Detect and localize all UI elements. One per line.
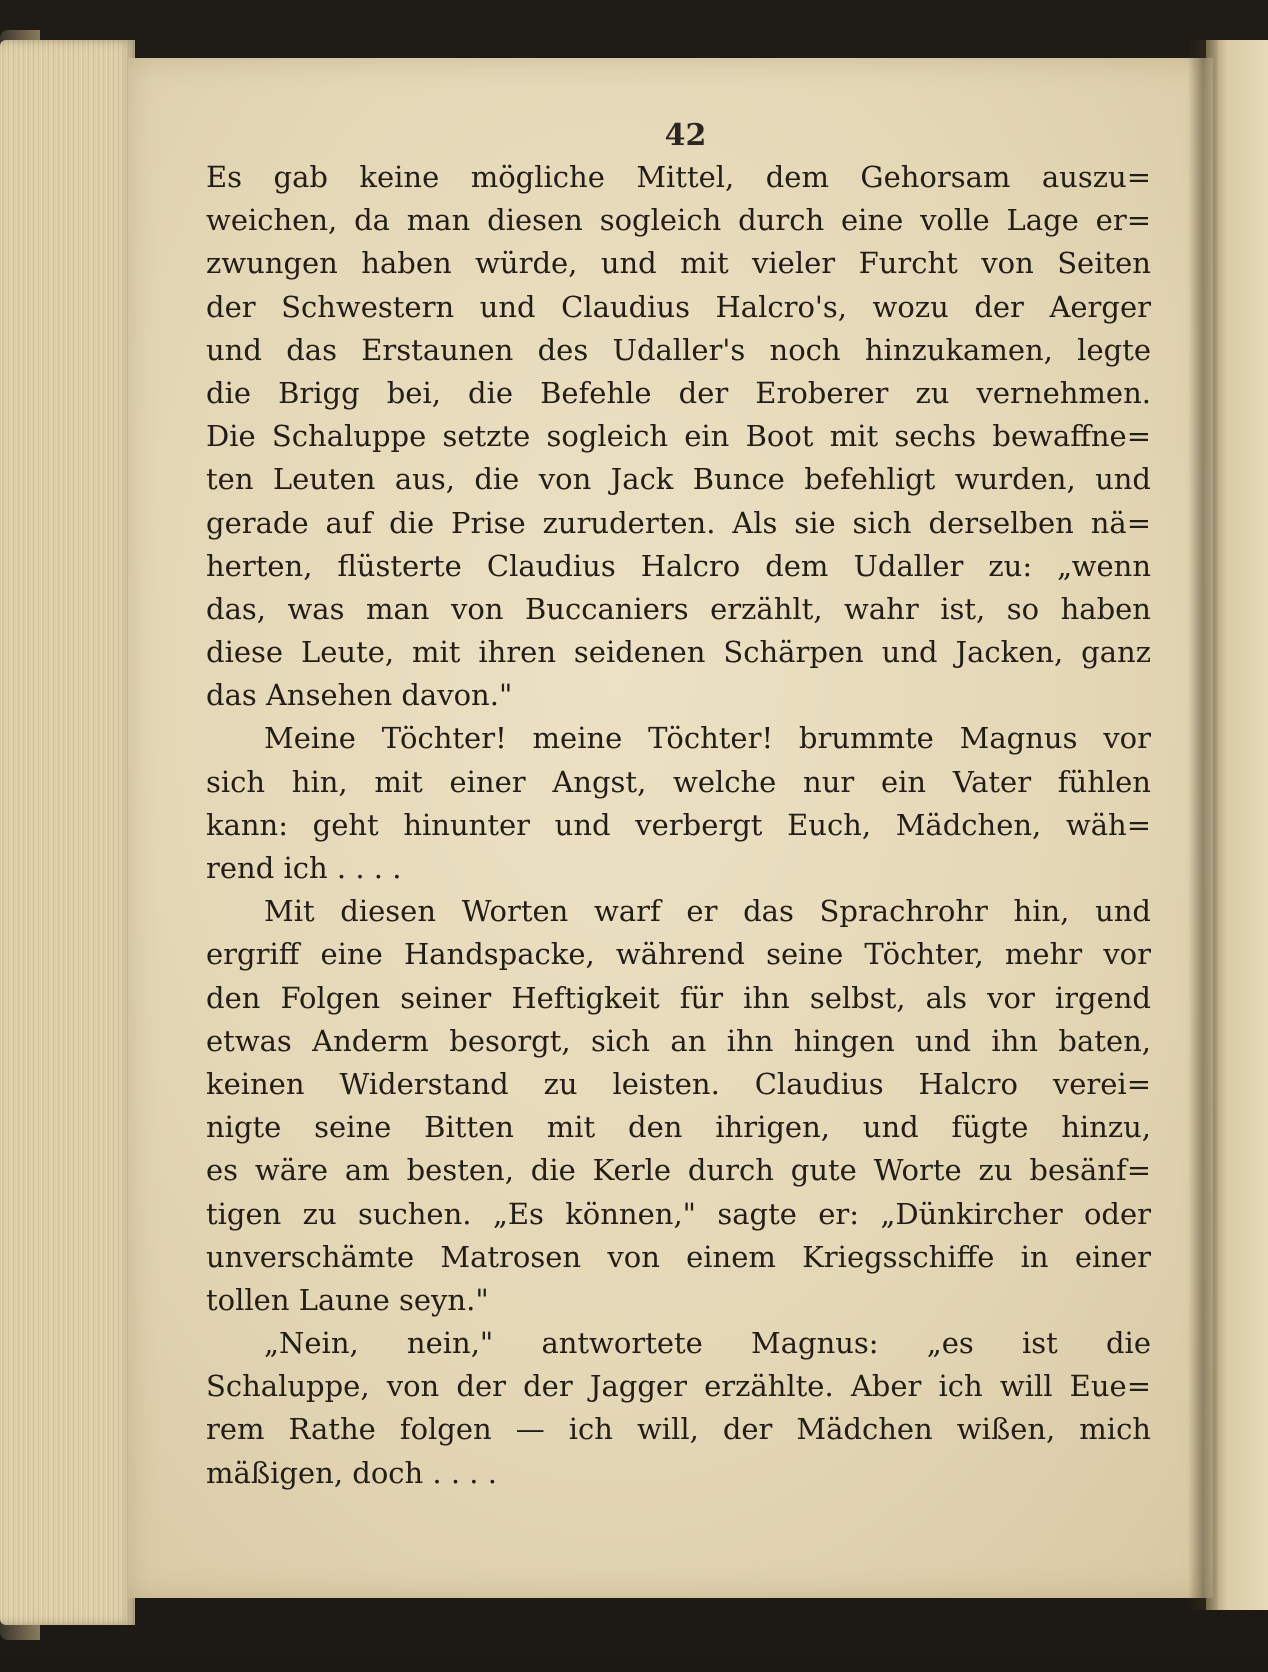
text-line: „Nein, nein," antwortete Magnus: „es ist die: [264, 1326, 1151, 1361]
text-line: unverschämte Matrosen von einem Kriegsschiffe in einer: [206, 1239, 1151, 1274]
text-line: sich hin, mit einer Angst, welche nur ein Vater fühlen: [206, 764, 1151, 799]
text-line: diese Leute, mit ihren seidenen Schärpen und Jacken, ganz: [206, 635, 1151, 670]
text-line: tigen zu suchen. „Es können," sagte er: „Dünkircher oder: [206, 1196, 1151, 1231]
page-number: 42: [664, 118, 707, 153]
text-line: das Ansehen davon.": [206, 678, 513, 713]
text-line: gerade auf die Prise zuruderten. Als sie sich derselben nä=: [206, 505, 1151, 540]
text-line: es wäre am besten, die Kerle durch gute Worte zu besänf=: [206, 1153, 1151, 1188]
text-line: herten, flüsterte Claudius Halcro dem Udaller zu: „wenn: [206, 548, 1151, 583]
page-stack-edge: [0, 40, 135, 1625]
text-line: ten Leuten aus, die von Jack Bunce befehligt wurden, und: [206, 462, 1151, 497]
text-line: und das Erstaunen des Udaller's noch hinzukamen, legte: [206, 332, 1151, 367]
text-line: keinen Widerstand zu leisten. Claudius Halcro verei=: [206, 1066, 1151, 1101]
text-line: mäßigen, doch . . . .: [206, 1455, 497, 1490]
text-line: weichen, da man diesen sogleich durch eine volle Lage er=: [206, 203, 1151, 238]
text-line: nigte seine Bitten mit den ihrigen, und fügte hinzu,: [206, 1110, 1151, 1145]
text-line: kann: geht hinunter und verbergt Euch, Mädchen, wäh=: [206, 807, 1151, 842]
text-line: ergriff eine Handspacke, während seine Töchter, mehr vor: [206, 937, 1151, 972]
book-page: [128, 58, 1213, 1598]
text-line: etwas Anderm besorgt, sich an ihn hingen und ihn baten,: [206, 1023, 1151, 1058]
text-line: die Brigg bei, die Befehle der Eroberer zu vernehmen.: [206, 375, 1151, 410]
text-line: Es gab keine mögliche Mittel, dem Gehorsam auszu=: [206, 160, 1151, 194]
text-line: das, was man von Buccaniers erzählt, wahr ist, so haben: [206, 591, 1151, 626]
text-line: Meine Töchter! meine Töchter! brummte Magnus vor: [264, 721, 1151, 756]
body-text: [206, 156, 1151, 1495]
text-line: rend ich . . . .: [206, 851, 402, 885]
text-line: Die Schaluppe setzte sogleich ein Boot mit sechs bewaffne=: [206, 419, 1151, 454]
text-line: Schaluppe, von der der Jagger erzählte. Aber ich will Eue=: [206, 1369, 1151, 1404]
text-line: den Folgen seiner Heftigkeit für ihn selbst, als vor irgend: [206, 980, 1151, 1015]
text-line: Mit diesen Worten warf er das Sprachrohr hin, und: [264, 894, 1151, 929]
text-line: tollen Laune seyn.": [206, 1282, 489, 1317]
text-line: der Schwestern und Claudius Halcro's, wozu der Aerger: [206, 289, 1151, 324]
text-line: zwungen haben würde, und mit vieler Furcht von Seiten: [206, 246, 1151, 281]
text-line: rem Rathe folgen — ich will, der Mädchen wißen, mich: [206, 1412, 1151, 1447]
gutter-shadow: [1188, 40, 1218, 1610]
